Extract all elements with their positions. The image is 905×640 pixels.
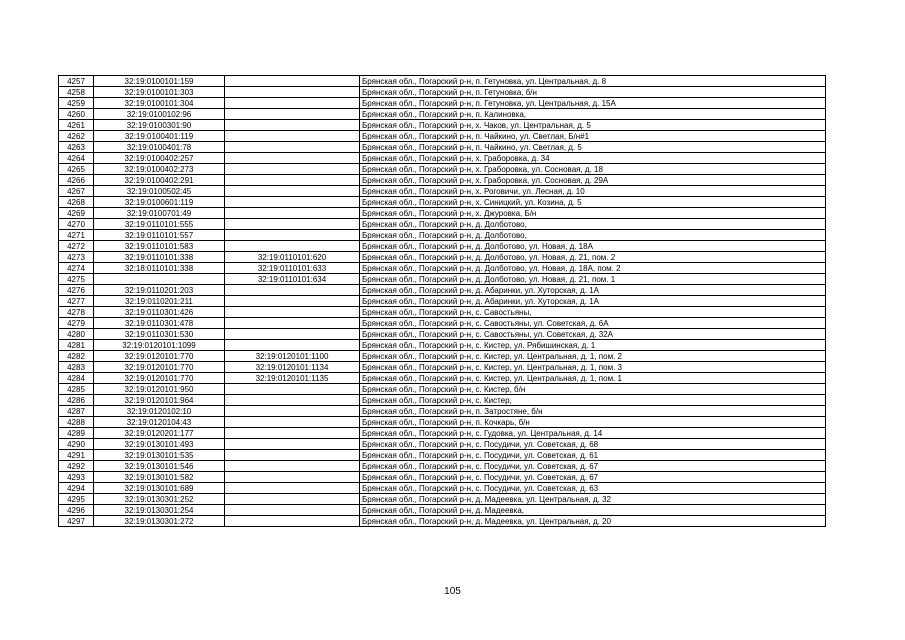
cadastral-number-cell: 32:19:0130101:689 bbox=[94, 483, 225, 494]
row-number-cell: 4263 bbox=[59, 142, 94, 153]
row-number-cell: 4282 bbox=[59, 351, 94, 362]
table-row bbox=[59, 285, 826, 296]
address-cell: Брянская обл., Погарский р-н, д. Абаринки, ул. Хуторская, д. 1А bbox=[360, 296, 826, 307]
cadastral-number-cell: 32:19:0120101:964 bbox=[94, 395, 225, 406]
cadastral-number-cell: 32:19:0100101:303 bbox=[94, 87, 225, 98]
address-cell: Брянская обл., Погарский р-н, д. Долботово, bbox=[360, 230, 826, 241]
premises-cadastral-number-cell bbox=[225, 164, 360, 175]
row-number-cell: 4273 bbox=[59, 252, 94, 263]
premises-cadastral-number-cell bbox=[225, 318, 360, 329]
row-number-cell: 4289 bbox=[59, 428, 94, 439]
table-row bbox=[59, 340, 826, 351]
premises-cadastral-number-cell bbox=[225, 241, 360, 252]
premises-cadastral-number-cell bbox=[225, 208, 360, 219]
table-row bbox=[59, 230, 826, 241]
table-row bbox=[59, 142, 826, 153]
row-number-cell: 4285 bbox=[59, 384, 94, 395]
cadastral-number-cell: 32:19:0110301:426 bbox=[94, 307, 225, 318]
premises-cadastral-number-cell bbox=[225, 230, 360, 241]
cadastral-number-cell: 32:19:0130301:272 bbox=[94, 516, 225, 527]
address-cell: Брянская обл., Погарский р-н, х. Роговичи, ул. Лесная, д. 10 bbox=[360, 186, 826, 197]
address-cell: Брянская обл., Погарский р-н, с. Посудичи, ул. Советская, д. 68 bbox=[360, 439, 826, 450]
address-cell: Брянская обл., Погарский р-н, с. Кистер, ул. Центральная, д. 1, пом. 3 bbox=[360, 362, 826, 373]
address-cell: Брянская обл., Погарский р-н, с. Кистер, ул. Центральная, д. 1, пом. 1 bbox=[360, 373, 826, 384]
row-number-cell: 4264 bbox=[59, 153, 94, 164]
table-row bbox=[59, 483, 826, 494]
address-cell: Брянская обл., Погарский р-н, с. Гудовка, ул. Центральная, д. 14 bbox=[360, 428, 826, 439]
address-cell: Брянская обл., Погарский р-н, п. Гетуновка, ул. Центральная, д. 8 bbox=[360, 76, 826, 87]
cadastral-number-cell: 32:19:0100401:119 bbox=[94, 131, 225, 142]
row-number-cell: 4278 bbox=[59, 307, 94, 318]
address-cell: Брянская обл., Погарский р-н, с. Посудичи, ул. Советская, д. 67 bbox=[360, 461, 826, 472]
row-number-cell: 4284 bbox=[59, 373, 94, 384]
address-cell: Брянская обл., Погарский р-н, х. Граборовка, ул. Сосновая, д. 18 bbox=[360, 164, 826, 175]
cadastral-number-cell: 32:19:0120101:770 bbox=[94, 362, 225, 373]
row-number-cell: 4267 bbox=[59, 186, 94, 197]
table-row bbox=[59, 461, 826, 472]
table-row bbox=[59, 428, 826, 439]
cadastral-number-cell: 32:19:0100102:96 bbox=[94, 109, 225, 120]
row-number-cell: 4292 bbox=[59, 461, 94, 472]
table-row bbox=[59, 450, 826, 461]
cadastral-number-cell bbox=[94, 274, 225, 285]
register-table-body bbox=[59, 76, 826, 527]
address-cell: Брянская обл., Погарский р-н, д. Долботово, ул. Новая, д. 18А, пом. 2 bbox=[360, 263, 826, 274]
premises-cadastral-number-cell bbox=[225, 296, 360, 307]
table-row bbox=[59, 109, 826, 120]
premises-cadastral-number-cell: 32:19:0120101:1100 bbox=[225, 351, 360, 362]
premises-cadastral-number-cell bbox=[225, 131, 360, 142]
row-number-cell: 4268 bbox=[59, 197, 94, 208]
row-number-cell: 4275 bbox=[59, 274, 94, 285]
cadastral-number-cell: 32:19:0100402:291 bbox=[94, 175, 225, 186]
cadastral-number-cell: 32:19:0120102:10 bbox=[94, 406, 225, 417]
row-number-cell: 4258 bbox=[59, 87, 94, 98]
address-cell: Брянская обл., Погарский р-н, х. Граборовка, д. 34 bbox=[360, 153, 826, 164]
table-row bbox=[59, 439, 826, 450]
premises-cadastral-number-cell bbox=[225, 417, 360, 428]
row-number-cell: 4261 bbox=[59, 120, 94, 131]
table-row bbox=[59, 406, 826, 417]
row-number-cell: 4260 bbox=[59, 109, 94, 120]
premises-cadastral-number-cell bbox=[225, 76, 360, 87]
row-number-cell: 4296 bbox=[59, 505, 94, 516]
row-number-cell: 4276 bbox=[59, 285, 94, 296]
address-cell: Брянская обл., Погарский р-н, с. Кистер, bbox=[360, 395, 826, 406]
row-number-cell: 4269 bbox=[59, 208, 94, 219]
premises-cadastral-number-cell bbox=[225, 428, 360, 439]
table-row bbox=[59, 329, 826, 340]
page-number: 105 bbox=[444, 586, 461, 597]
premises-cadastral-number-cell bbox=[225, 153, 360, 164]
premises-cadastral-number-cell bbox=[225, 142, 360, 153]
premises-cadastral-number-cell bbox=[225, 439, 360, 450]
cadastral-number-cell: 32:19:0120201:177 bbox=[94, 428, 225, 439]
table-row bbox=[59, 197, 826, 208]
premises-cadastral-number-cell bbox=[225, 186, 360, 197]
premises-cadastral-number-cell bbox=[225, 384, 360, 395]
row-number-cell: 4297 bbox=[59, 516, 94, 527]
table-row bbox=[59, 76, 826, 87]
cadastral-number-cell: 32:19:0120101:950 bbox=[94, 384, 225, 395]
cadastral-number-cell: 32:19:0110301:478 bbox=[94, 318, 225, 329]
row-number-cell: 4279 bbox=[59, 318, 94, 329]
premises-cadastral-number-cell bbox=[225, 461, 360, 472]
premises-cadastral-number-cell bbox=[225, 307, 360, 318]
cadastral-number-cell: 32:19:0100601:119 bbox=[94, 197, 225, 208]
address-cell: Брянская обл., Погарский р-н, д. Долботово, ул. Новая, д. 21, пом. 1 bbox=[360, 274, 826, 285]
table-row bbox=[59, 153, 826, 164]
address-cell: Брянская обл., Погарский р-н, п. Чайкино, ул. Светлая, Б/н#1 bbox=[360, 131, 826, 142]
table-row bbox=[59, 318, 826, 329]
premises-cadastral-number-cell bbox=[225, 329, 360, 340]
premises-cadastral-number-cell bbox=[225, 505, 360, 516]
row-number-cell: 4265 bbox=[59, 164, 94, 175]
table-row bbox=[59, 296, 826, 307]
table-row bbox=[59, 87, 826, 98]
row-number-cell: 4277 bbox=[59, 296, 94, 307]
cadastral-number-cell: 32:19:0130101:582 bbox=[94, 472, 225, 483]
row-number-cell: 4259 bbox=[59, 98, 94, 109]
cadastral-number-cell: 32:19:0120101:770 bbox=[94, 351, 225, 362]
cadastral-number-cell: 32:19:0110301:530 bbox=[94, 329, 225, 340]
premises-cadastral-number-cell bbox=[225, 109, 360, 120]
address-cell: Брянская обл., Погарский р-н, п. Кочкарь, б/н bbox=[360, 417, 826, 428]
table-row bbox=[59, 175, 826, 186]
premises-cadastral-number-cell bbox=[225, 197, 360, 208]
cadastral-number-cell: 32:19:0100701:49 bbox=[94, 208, 225, 219]
address-cell: Брянская обл., Погарский р-н, с. Посудичи, ул. Советская, д. 67 bbox=[360, 472, 826, 483]
table-row bbox=[59, 417, 826, 428]
address-cell: Брянская обл., Погарский р-н, х. Граборовка, ул. Сосновая, д. 29А bbox=[360, 175, 826, 186]
address-cell: Брянская обл., Погарский р-н, х. Джуровка, Б/н bbox=[360, 208, 826, 219]
cadastral-number-cell: 32:19:0130101:546 bbox=[94, 461, 225, 472]
cadastral-number-cell: 32:19:0130101:493 bbox=[94, 439, 225, 450]
cadastral-number-cell: 32:19:0100101:304 bbox=[94, 98, 225, 109]
address-cell: Брянская обл., Погарский р-н, с. Савостьяны, ул. Советская, д. 32А bbox=[360, 329, 826, 340]
premises-cadastral-number-cell bbox=[225, 406, 360, 417]
premises-cadastral-number-cell: 32:19:0110101:620 bbox=[225, 252, 360, 263]
cadastral-number-cell: 32:19:0110201:211 bbox=[94, 296, 225, 307]
row-number-cell: 4283 bbox=[59, 362, 94, 373]
premises-cadastral-number-cell bbox=[225, 516, 360, 527]
address-cell: Брянская обл., Погарский р-н, д. Мадеевка, ул. Центральная, д. 20 bbox=[360, 516, 826, 527]
cadastral-number-cell: 32:19:0120104:43 bbox=[94, 417, 225, 428]
table-row bbox=[59, 252, 826, 263]
address-cell: Брянская обл., Погарский р-н, с. Савостьяны, ул. Советская, д. 6А bbox=[360, 318, 826, 329]
row-number-cell: 4257 bbox=[59, 76, 94, 87]
address-cell: Брянская обл., Погарский р-н, д. Абаринки, ул. Хуторская, д. 1А bbox=[360, 285, 826, 296]
row-number-cell: 4280 bbox=[59, 329, 94, 340]
cadastral-number-cell: 32:19:0130101:535 bbox=[94, 450, 225, 461]
premises-cadastral-number-cell bbox=[225, 175, 360, 186]
premises-cadastral-number-cell: 32:19:0110101:633 bbox=[225, 263, 360, 274]
cadastral-number-cell: 32:19:0110101:583 bbox=[94, 241, 225, 252]
cadastral-number-cell: 32:19:0120101:770 bbox=[94, 373, 225, 384]
premises-cadastral-number-cell bbox=[225, 219, 360, 230]
table-row bbox=[59, 395, 826, 406]
row-number-cell: 4290 bbox=[59, 439, 94, 450]
cadastral-number-cell: 32:19:0100101:159 bbox=[94, 76, 225, 87]
row-number-cell: 4271 bbox=[59, 230, 94, 241]
address-cell: Брянская обл., Погарский р-н, с. Савостьяны, bbox=[360, 307, 826, 318]
address-cell: Брянская обл., Погарский р-н, п. Гетуновка, ул. Центральная, д. 15А bbox=[360, 98, 826, 109]
cadastral-number-cell: 32:19:0100502:45 bbox=[94, 186, 225, 197]
table-row bbox=[59, 208, 826, 219]
cadastral-number-cell: 32:19:0110101:557 bbox=[94, 230, 225, 241]
row-number-cell: 4262 bbox=[59, 131, 94, 142]
row-number-cell: 4295 bbox=[59, 494, 94, 505]
row-number-cell: 4293 bbox=[59, 472, 94, 483]
row-number-cell: 4294 bbox=[59, 483, 94, 494]
address-cell: Брянская обл., Погарский р-н, п. Гетуновка, б/н bbox=[360, 87, 826, 98]
premises-cadastral-number-cell bbox=[225, 472, 360, 483]
table-row bbox=[59, 307, 826, 318]
cadastral-number-cell: 32:19:0100401:78 bbox=[94, 142, 225, 153]
table-row bbox=[59, 164, 826, 175]
address-cell: Брянская обл., Погарский р-н, с. Кистер, ул. Рябишинская, д. 1 bbox=[360, 340, 826, 351]
address-cell: Брянская обл., Погарский р-н, д. Мадеевка, bbox=[360, 505, 826, 516]
premises-cadastral-number-cell bbox=[225, 340, 360, 351]
premises-cadastral-number-cell bbox=[225, 395, 360, 406]
premises-cadastral-number-cell bbox=[225, 450, 360, 461]
property-register-table bbox=[58, 75, 826, 527]
address-cell: Брянская обл., Погарский р-н, х. Чаков, ул. Центральная, д. 5 bbox=[360, 120, 826, 131]
table-row bbox=[59, 373, 826, 384]
premises-cadastral-number-cell: 32:19:0120101:1135 bbox=[225, 373, 360, 384]
cadastral-number-cell: 32:19:0100301:90 bbox=[94, 120, 225, 131]
premises-cadastral-number-cell bbox=[225, 87, 360, 98]
address-cell: Брянская обл., Погарский р-н, с. Посудичи, ул. Советская, д. 63 bbox=[360, 483, 826, 494]
row-number-cell: 4291 bbox=[59, 450, 94, 461]
row-number-cell: 4281 bbox=[59, 340, 94, 351]
table-row bbox=[59, 241, 826, 252]
cadastral-number-cell: 32:19:0130301:252 bbox=[94, 494, 225, 505]
row-number-cell: 4266 bbox=[59, 175, 94, 186]
address-cell: Брянская обл., Погарский р-н, с. Посудичи, ул. Советская, д. 61 bbox=[360, 450, 826, 461]
address-cell: Брянская обл., Погарский р-н, п. Затростяне, б/н bbox=[360, 406, 826, 417]
premises-cadastral-number-cell bbox=[225, 98, 360, 109]
address-cell: Брянская обл., Погарский р-н, д. Долботово, bbox=[360, 219, 826, 230]
row-number-cell: 4270 bbox=[59, 219, 94, 230]
premises-cadastral-number-cell bbox=[225, 285, 360, 296]
table-row bbox=[59, 362, 826, 373]
table-row bbox=[59, 494, 826, 505]
address-cell: Брянская обл., Погарский р-н, с. Кистер, б/н bbox=[360, 384, 826, 395]
premises-cadastral-number-cell: 32:19:0110101:634 bbox=[225, 274, 360, 285]
premises-cadastral-number-cell: 32:19:0120101:1134 bbox=[225, 362, 360, 373]
address-cell: Брянская обл., Погарский р-н, д. Долботово, ул. Новая, д. 21, пом. 2 bbox=[360, 252, 826, 263]
cadastral-number-cell: 32:18:0110101:338 bbox=[94, 263, 225, 274]
address-cell: Брянская обл., Погарский р-н, п. Чайкино, ул. Светлая, д. 5 bbox=[360, 142, 826, 153]
cadastral-number-cell: 32:19:0100402:273 bbox=[94, 164, 225, 175]
table-row bbox=[59, 384, 826, 395]
row-number-cell: 4286 bbox=[59, 395, 94, 406]
cadastral-number-cell: 32:19:0120101:1099 bbox=[94, 340, 225, 351]
table-row bbox=[59, 505, 826, 516]
cadastral-number-cell: 32:19:0110201:203 bbox=[94, 285, 225, 296]
premises-cadastral-number-cell bbox=[225, 120, 360, 131]
table-row bbox=[59, 120, 826, 131]
address-cell: Брянская обл., Погарский р-н, с. Кистер, ул. Центральная, д. 1, пом. 2 bbox=[360, 351, 826, 362]
address-cell: Брянская обл., Погарский р-н, п. Калиновка, bbox=[360, 109, 826, 120]
address-cell: Брянская обл., Погарский р-н, х. Синицкий, ул. Козина, д. 5 bbox=[360, 197, 826, 208]
table-row bbox=[59, 274, 826, 285]
cadastral-number-cell: 32:19:0100402:257 bbox=[94, 153, 225, 164]
table-row bbox=[59, 472, 826, 483]
row-number-cell: 4272 bbox=[59, 241, 94, 252]
row-number-cell: 4288 bbox=[59, 417, 94, 428]
cadastral-number-cell: 32:19:0130301:254 bbox=[94, 505, 225, 516]
table-row bbox=[59, 351, 826, 362]
table-row bbox=[59, 98, 826, 109]
table-row bbox=[59, 219, 826, 230]
cadastral-number-cell: 32:19:0110101:338 bbox=[94, 252, 225, 263]
table-row bbox=[59, 263, 826, 274]
premises-cadastral-number-cell bbox=[225, 494, 360, 505]
address-cell: Брянская обл., Погарский р-н, д. Мадеевка, ул. Центральная, д. 32 bbox=[360, 494, 826, 505]
address-cell: Брянская обл., Погарский р-н, д. Долботово, ул. Новая, д. 18А bbox=[360, 241, 826, 252]
table-row bbox=[59, 186, 826, 197]
cadastral-number-cell: 32:19:0110101:555 bbox=[94, 219, 225, 230]
table-row bbox=[59, 131, 826, 142]
premises-cadastral-number-cell bbox=[225, 483, 360, 494]
row-number-cell: 4274 bbox=[59, 263, 94, 274]
table-row bbox=[59, 516, 826, 527]
row-number-cell: 4287 bbox=[59, 406, 94, 417]
